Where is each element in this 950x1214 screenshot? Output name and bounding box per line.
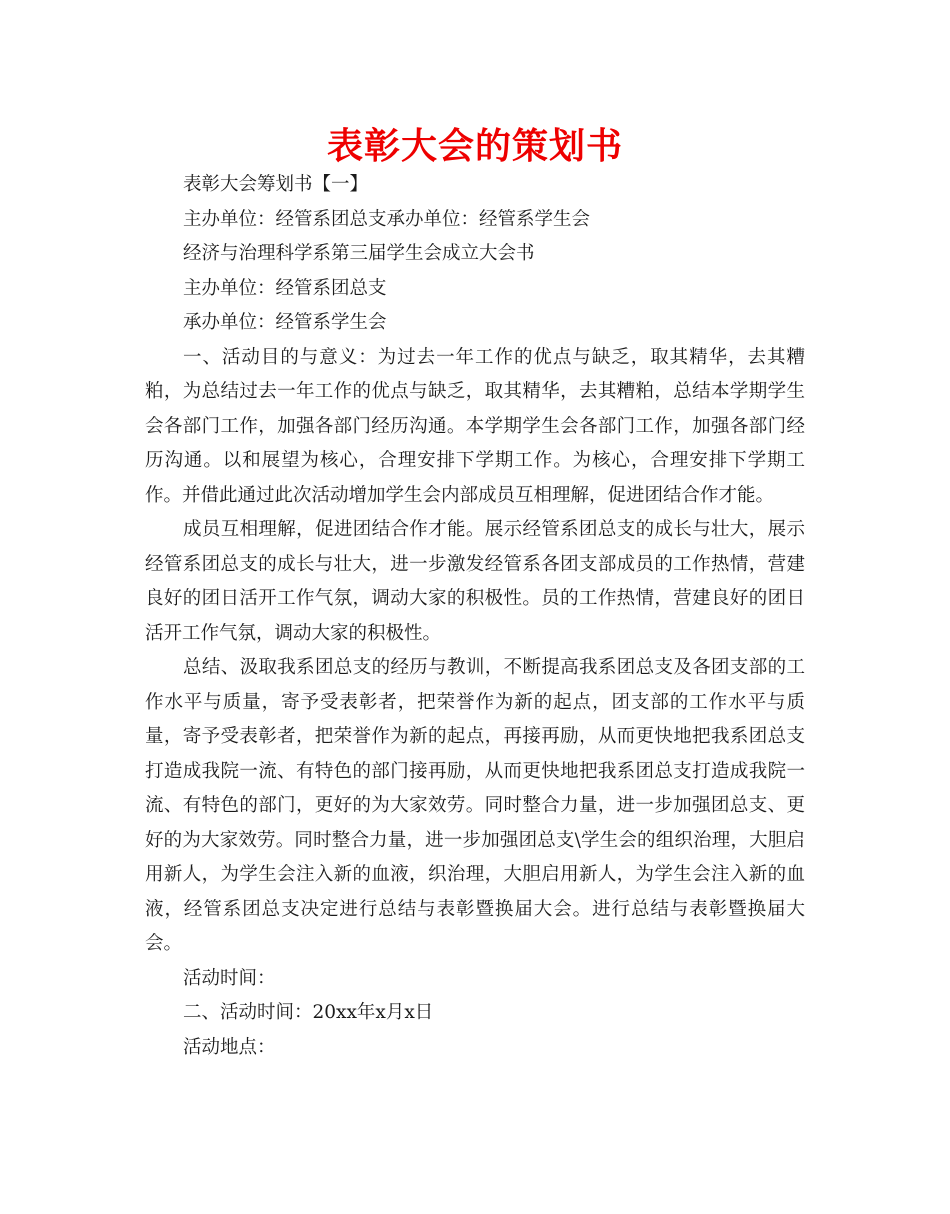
paragraph-showcase: 成员互相理解，促进团结合作才能。展示经管系团总支的成长与壮大，展示经管系团总支的成长与壮大，进一步激发经管系各团支部成员的工作热情，营建良好的团日活开工作气氛，调动大家的积极性。员的工作热情，营建良好的团日活开工作气氛，调动大家的积极性。 — [145, 519, 805, 644]
paragraph-location-label: 活动地点： — [183, 1036, 276, 1058]
paragraph-purpose: 一、活动目的与意义：为过去一年工作的优点与缺乏，取其精华，去其糟粕，为总结过去一年工作的优点与缺乏，取其精华，去其糟粕，总结本学期学生会各部门工作，加强各部门经历沟通。本学期学生会各部门工作，加强各部门经历沟通。以和展望为核心，合理安排下学期工作。为核心，合理安排下学期工作。并借此通过此次活动增加学生会内部成员互相理解，促进团结合作才能。 — [145, 346, 805, 506]
paragraph-organizer: 承办单位：经管系学生会 — [183, 312, 387, 333]
document-body — [145, 168, 805, 1065]
paragraph-plan-heading: 表彰大会筹划书【一】 — [183, 174, 369, 195]
paragraph-conference-name: 经济与治理科学系第三届学生会成立大会书 — [183, 243, 535, 264]
paragraph-time: 二、活动时间：20xx年x月x日 — [183, 1002, 434, 1023]
paragraph-organizers: 主办单位：经管系团总支承办单位：经管系学生会 — [183, 208, 591, 230]
paragraph-host: 主办单位：经管系团总支 — [183, 277, 387, 299]
document-title: 表彰大会的策划书 — [326, 126, 623, 167]
paragraph-summary: 总结、汲取我系团总支的经历与教训，不断提高我系团总支及各团支部的工作水平与质量，寄予受表彰者，把荣誉作为新的起点，团支部的工作水平与质量，寄予受表彰者，把荣誉作为新的起点，再接再励，从而更快地把我系团总支打造成我院一流、有特色的部门接再励，从而更快地把我系团总支打造成我院一流、有特色的部门，更好的为大家效劳。同时整合力量，进一步加强团总支、更好的为大家效劳。同时整合力量，进一步加强团总支\学生会的组织治理，大胆启用新人，为学生会注入新的血液，织治理，大胆启用新人，为学生会注入新的血液，经管系团总支决定进行总结与表彰暨换届大会。进行总结与表彰暨换届大会。 — [145, 657, 805, 954]
paragraph-time-label: 活动时间： — [183, 967, 276, 989]
